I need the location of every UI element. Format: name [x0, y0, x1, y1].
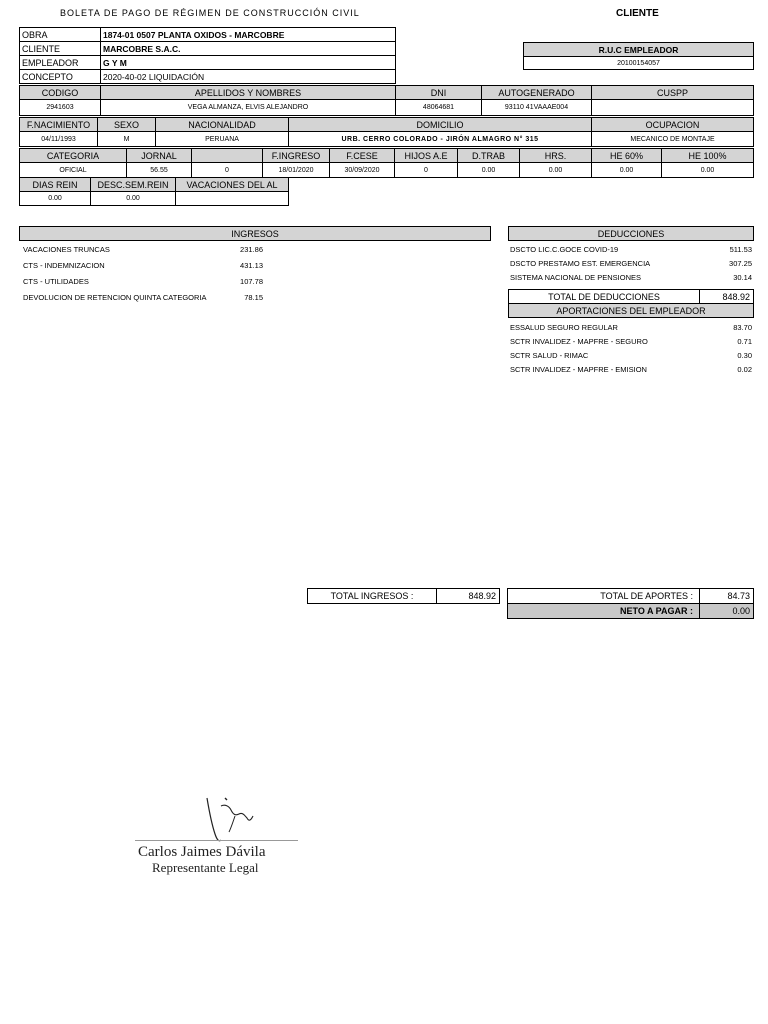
jornal-header: JORNAL: [126, 148, 192, 163]
nombres-header: APELLIDOS Y NOMBRES: [100, 85, 396, 100]
codigo-value: 2941603: [19, 99, 101, 116]
domicilio-value: URB. CERRO COLORADO - JIRÓN ALMAGRO N° 315: [288, 131, 592, 147]
dtrab-header: D.TRAB: [457, 148, 520, 163]
ingresos-title: INGRESOS: [19, 226, 491, 241]
signature-role: Representante Legal: [152, 860, 259, 875]
nacionalidad-header: NACIONALIDAD: [155, 117, 289, 132]
cliente-tag: CLIENTE: [616, 8, 659, 19]
aporte-label: SCTR INVALIDEZ - MAPFRE - SEGURO: [510, 337, 648, 346]
domicilio-header: DOMICILIO: [288, 117, 592, 132]
deduccion-label: SISTEMA NACIONAL DE PENSIONES: [510, 273, 642, 282]
ocupacion-value: MECANICO DE MONTAJE: [591, 131, 754, 147]
he100-value: 0.00: [661, 162, 754, 178]
fcese-value: 30/09/2020: [329, 162, 395, 178]
signature-name: Carlos Jaimes Dávila: [138, 844, 266, 860]
jornal-value: 56.55: [126, 162, 192, 178]
codigo-header: CODIGO: [19, 85, 101, 100]
total-aportes-label: TOTAL DE APORTES :: [507, 588, 700, 604]
cuspp-header: CUSPP: [591, 85, 754, 100]
concepto-label: CONCEPTO: [19, 69, 101, 84]
aporte-label: ESSALUD SEGURO REGULAR: [510, 323, 618, 332]
ingreso-label: CTS - INDEMNIZACION: [23, 261, 105, 270]
concepto-value: 2020-40-02 LIQUIDACIÓN: [100, 69, 396, 84]
ruc-value: 20100154057: [523, 56, 754, 70]
hijos-value: 0: [394, 162, 458, 178]
deduccion-value: 30.14: [733, 273, 752, 282]
dtrab-value: 0.00: [457, 162, 520, 178]
fingreso-value: 18/01/2020: [262, 162, 330, 178]
fingreso-header: F.INGRESO: [262, 148, 330, 163]
nacimiento-value: 04/11/1993: [19, 131, 98, 147]
cliente-value: MARCOBRE S.A.C.: [100, 41, 396, 56]
signature-scribble: [135, 792, 305, 852]
dni-value: 48064681: [395, 99, 482, 116]
ingreso-value: 107.78: [240, 277, 263, 286]
autogenerado-value: 93110 41VAAAE004: [481, 99, 592, 116]
cliente-label: CLIENTE: [19, 41, 101, 56]
ingreso-label: CTS - UTILIDADES: [23, 277, 89, 286]
total-deducciones-label: TOTAL DE DEDUCCIONES: [508, 289, 700, 304]
sexo-value: M: [97, 131, 156, 147]
hrs-header: HRS.: [519, 148, 592, 163]
aporte-label: SCTR INVALIDEZ - MAPFRE - EMISION: [510, 365, 647, 374]
blank-header: [191, 148, 263, 163]
nombres-value: VEGA ALMANZA, ELVIS ALEJANDRO: [100, 99, 396, 116]
ruc-label: R.U.C EMPLEADOR: [523, 42, 754, 57]
obra-value: 1874-01 0507 PLANTA OXIDOS - MARCOBRE: [100, 27, 396, 42]
deduccion-label: DSCTO PRESTAMO EST. EMERGENCIA: [510, 259, 651, 268]
nacimiento-header: F.NACIMIENTO: [19, 117, 98, 132]
aporte-label: SCTR SALUD - RIMAC: [510, 351, 589, 360]
deduccion-label: DSCTO LIC.C.GOCE COVID-19: [510, 245, 619, 254]
descsem-value: 0.00: [90, 191, 176, 206]
neto-value: 0.00: [699, 603, 754, 619]
cuspp-value: [591, 99, 754, 116]
sexo-header: SEXO: [97, 117, 156, 132]
aporte-value: 0.02: [737, 365, 752, 374]
total-deducciones-value: 848.92: [699, 289, 754, 304]
signature-line: [135, 840, 298, 841]
ocupacion-header: OCUPACION: [591, 117, 754, 132]
ingreso-value: 78.15: [244, 293, 263, 302]
diasrein-value: 0.00: [19, 191, 91, 206]
categoria-value: OFICIAL: [19, 162, 127, 178]
obra-label: OBRA: [19, 27, 101, 42]
total-ingresos-label: TOTAL INGRESOS :: [307, 588, 437, 604]
ingreso-value: 231.86: [240, 245, 263, 254]
nacionalidad-value: PERUANA: [155, 131, 289, 147]
deducciones-title: DEDUCCIONES: [508, 226, 754, 241]
hrs-value: 0.00: [519, 162, 592, 178]
categoria-header: CATEGORIA: [19, 148, 127, 163]
empleador-value: G Y M: [100, 55, 396, 70]
fcese-header: F.CESE: [329, 148, 395, 163]
vacaciones-header: VACACIONES DEL AL: [175, 177, 289, 192]
ingreso-label: DEVOLUCION DE RETENCION QUINTA CATEGORIA: [23, 293, 207, 302]
total-aportes-value: 84.73: [699, 588, 754, 604]
dni-header: DNI: [395, 85, 482, 100]
document-title: BOLETA DE PAGO DE RÉGIMEN DE CONSTRUCCIÓN CIVIL: [60, 8, 360, 18]
empleador-label: EMPLEADOR: [19, 55, 101, 70]
aporte-value: 0.30: [737, 351, 752, 360]
aportaciones-title: APORTACIONES DEL EMPLEADOR: [508, 303, 754, 318]
ingreso-label: VACACIONES TRUNCAS: [23, 245, 110, 254]
he100-header: HE 100%: [661, 148, 754, 163]
deduccion-value: 511.53: [729, 245, 752, 254]
vacaciones-value: [175, 191, 289, 206]
neto-label: NETO A PAGAR :: [507, 603, 700, 619]
ingreso-value: 431.13: [240, 261, 263, 270]
hijos-header: HIJOS A.E: [394, 148, 458, 163]
autogenerado-header: AUTOGENERADO: [481, 85, 592, 100]
he60-header: HE 60%: [591, 148, 662, 163]
total-ingresos-value: 848.92: [436, 588, 500, 604]
blank-value: 0: [191, 162, 263, 178]
aporte-value: 0.71: [737, 337, 752, 346]
deduccion-value: 307.25: [729, 259, 752, 268]
he60-value: 0.00: [591, 162, 662, 178]
descsem-header: DESC.SEM.REIN: [90, 177, 176, 192]
diasrein-header: DIAS REIN: [19, 177, 91, 192]
aporte-value: 83.70: [733, 323, 752, 332]
